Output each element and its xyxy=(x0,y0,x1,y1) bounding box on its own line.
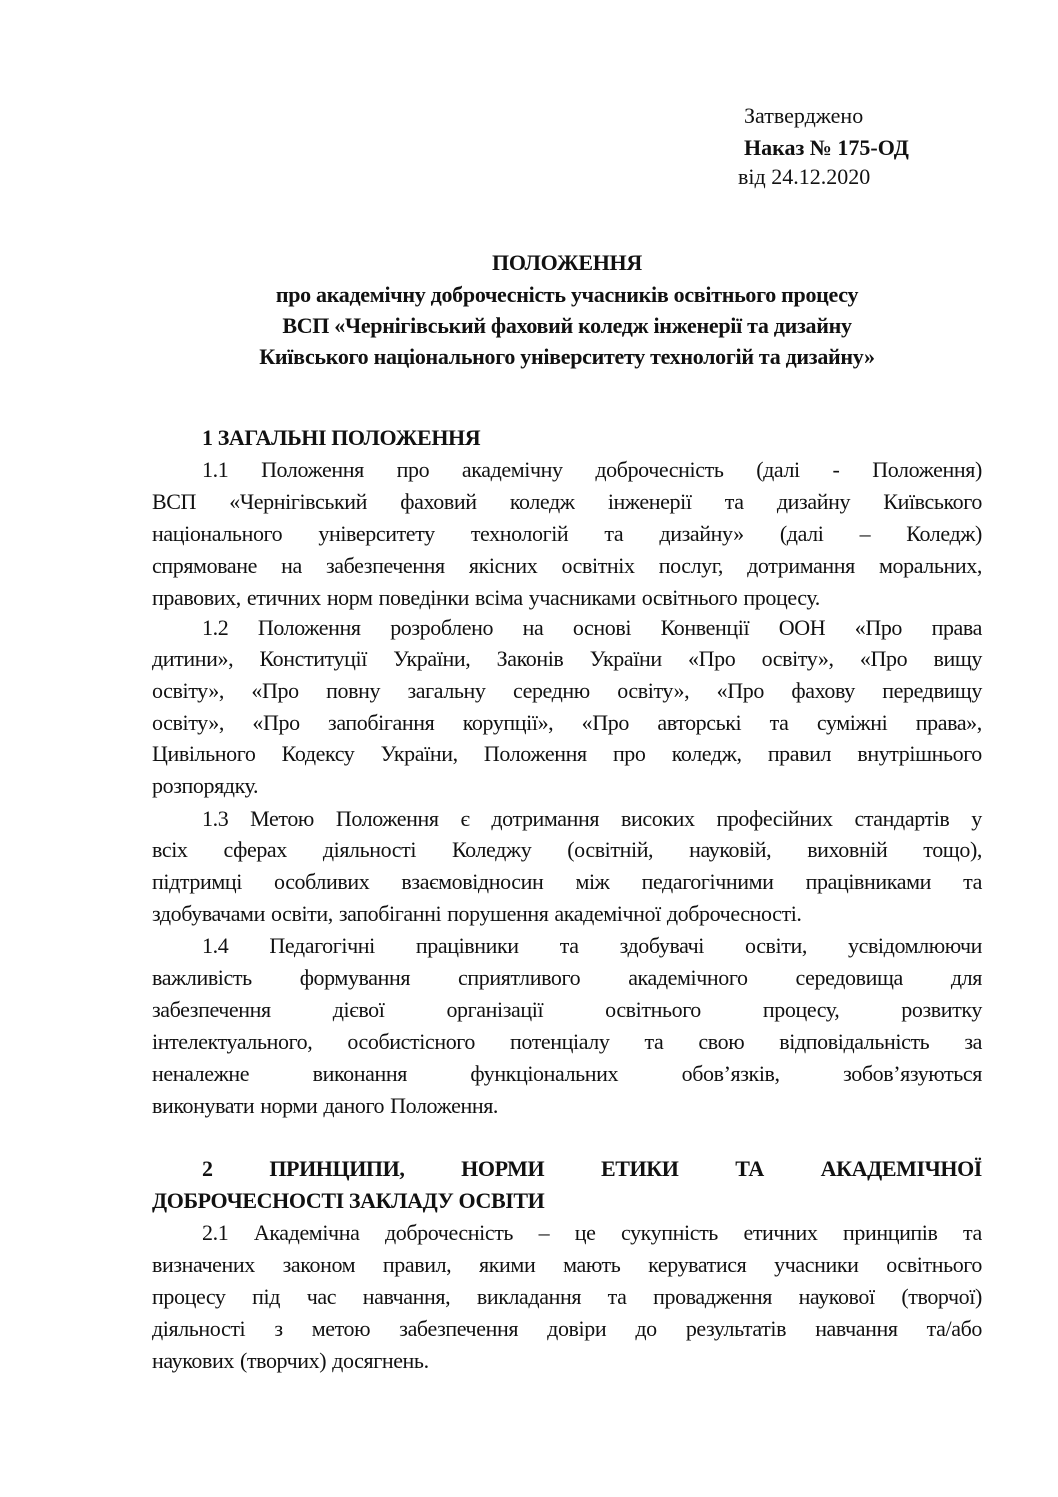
word: «Про xyxy=(252,710,300,735)
word: освітніх xyxy=(561,553,635,578)
word: розроблено xyxy=(390,615,494,640)
word: повну xyxy=(326,678,381,703)
word: запобіганні xyxy=(338,901,442,926)
word: та xyxy=(769,710,789,735)
word: освіту», xyxy=(152,710,224,735)
word: технологій xyxy=(470,521,569,546)
word: керуватися xyxy=(648,1252,747,1277)
word: запобігання xyxy=(328,710,435,735)
paragraph-1-2-line xyxy=(152,738,982,770)
paragraph-1-2-line xyxy=(152,675,982,707)
word: високих xyxy=(621,806,695,831)
word: є xyxy=(460,806,470,831)
word: (далі xyxy=(779,521,824,546)
word: та xyxy=(607,1284,627,1309)
word: (творчих) xyxy=(239,1348,327,1373)
word: працівники xyxy=(415,933,519,958)
word: викладання xyxy=(476,1284,582,1309)
word: Кодексу xyxy=(281,741,355,766)
word: моральних, xyxy=(879,553,982,578)
word: потенціалу xyxy=(510,1029,610,1054)
word: стандартів xyxy=(854,806,950,831)
word: передвищу xyxy=(882,678,982,703)
word: коледж xyxy=(509,489,575,514)
word: важливість xyxy=(152,965,252,990)
word: Конвенції xyxy=(660,615,750,640)
word: свою xyxy=(698,1029,745,1054)
word: та xyxy=(724,489,744,514)
word: авторські xyxy=(657,710,742,735)
word: «Про xyxy=(581,710,629,735)
word: науковій, xyxy=(689,837,772,862)
word: вищу xyxy=(933,646,982,671)
word: принципів xyxy=(842,1220,938,1245)
word: процесу xyxy=(152,1284,226,1309)
paragraph-1-3-line xyxy=(202,803,982,835)
word: 1.1 xyxy=(202,457,229,482)
word: виховній xyxy=(807,837,888,862)
word: (освітній, xyxy=(567,837,654,862)
paragraph-1-3-line xyxy=(152,866,982,898)
word: розпорядку. xyxy=(152,773,259,798)
paragraph-1-4-line xyxy=(152,994,982,1026)
word: правил xyxy=(767,741,832,766)
word: та xyxy=(963,869,982,894)
word: обов’язків, xyxy=(681,1061,780,1086)
paragraph-1-4-line xyxy=(202,930,982,962)
word: дотримання xyxy=(491,806,600,831)
paragraph-1-4-line xyxy=(152,1026,982,1058)
word: Конституції xyxy=(259,646,367,671)
word: розвитку xyxy=(901,997,982,1022)
word: «Про xyxy=(251,678,299,703)
paragraph-1-2-line xyxy=(152,770,982,802)
word: неналежне xyxy=(152,1061,250,1086)
word: за xyxy=(964,1029,982,1054)
word: час xyxy=(306,1284,337,1309)
word: освітнього xyxy=(641,585,738,610)
paragraph-1-3-line xyxy=(152,834,982,866)
word: правових, xyxy=(152,585,241,610)
paragraph-1-4-line xyxy=(152,1058,982,1090)
word: 1.2 xyxy=(202,615,229,640)
word: «Про xyxy=(688,646,736,671)
word: України, xyxy=(393,646,471,671)
word: та xyxy=(963,1220,982,1245)
word: Положення xyxy=(261,457,364,482)
paragraph-2-1-line xyxy=(152,1281,982,1313)
word: суміжні xyxy=(816,710,888,735)
word: процесу, xyxy=(762,997,840,1022)
paragraph-1-1-line xyxy=(152,486,982,518)
word: ВСП xyxy=(152,489,197,514)
word: України, xyxy=(380,741,458,766)
word: якими xyxy=(479,1252,536,1277)
word: – xyxy=(538,1220,550,1245)
word: - xyxy=(832,457,840,482)
word: ПРИНЦИПИ, xyxy=(269,1156,405,1181)
word: Цивільного xyxy=(152,741,256,766)
word: АКАДЕМІЧНОЇ xyxy=(820,1156,982,1181)
word: між xyxy=(575,869,610,894)
word: забезпечення xyxy=(152,997,271,1022)
word: учасники xyxy=(774,1252,859,1277)
word: професійних xyxy=(716,806,833,831)
word: всіх xyxy=(152,837,188,862)
word: порушення xyxy=(447,901,549,926)
paragraph-1-1-line xyxy=(152,550,982,582)
word: коледж, xyxy=(671,741,742,766)
paragraph-2-1-line xyxy=(152,1249,982,1281)
word: Положення xyxy=(335,806,439,831)
word: дизайну» xyxy=(659,521,744,546)
paragraph-1-3-line xyxy=(152,898,982,930)
word: 1.4 xyxy=(202,933,229,958)
word: середовища xyxy=(795,965,903,990)
word: про xyxy=(612,741,646,766)
word: та xyxy=(604,521,624,546)
section-2-heading-line-2: ДОБРОЧЕСНОСТІ ЗАКЛАДУ ОСВІТИ xyxy=(152,1188,545,1213)
word: для xyxy=(950,965,982,990)
word: сферах xyxy=(223,837,287,862)
word: «Про xyxy=(854,615,903,640)
word: виконання xyxy=(312,1061,407,1086)
word: освітнього xyxy=(605,997,701,1022)
word: 2 xyxy=(202,1156,213,1181)
document-title: ПОЛОЖЕННЯ xyxy=(492,250,642,275)
word: під xyxy=(252,1284,281,1309)
paragraph-1-4-line xyxy=(152,1090,982,1122)
word: доброчесності. xyxy=(666,901,802,926)
word: Педагогічні xyxy=(269,933,375,958)
word: ООН xyxy=(778,615,826,640)
word: діяльності xyxy=(152,1316,246,1341)
word: учасниками xyxy=(528,585,636,610)
document-subtitle-line-3: Київського національного університету технологій та дизайну» xyxy=(259,344,875,369)
word: Положення. xyxy=(390,1093,499,1118)
word: функціональних xyxy=(470,1061,619,1086)
word: освіти, xyxy=(745,933,807,958)
word: підтримці xyxy=(152,869,242,894)
word: особливих xyxy=(274,869,370,894)
word: академічну xyxy=(461,457,563,482)
word: здобувачі xyxy=(619,933,705,958)
word: доброчесність xyxy=(595,457,724,482)
word: сприятливого xyxy=(458,965,581,990)
word: поведінки xyxy=(378,585,470,610)
word: норми xyxy=(260,1093,318,1118)
word: наукової xyxy=(798,1284,875,1309)
word: «Про xyxy=(859,646,908,671)
word: Положення xyxy=(257,615,361,640)
word: наукових xyxy=(152,1348,234,1373)
word: це xyxy=(574,1220,596,1245)
word: процесу. xyxy=(743,585,820,610)
word: сукупність xyxy=(621,1220,718,1245)
word: діяльності xyxy=(322,837,417,862)
word: фахову xyxy=(791,678,855,703)
word: Законів xyxy=(496,646,564,671)
word: середню xyxy=(512,678,590,703)
word: загальну xyxy=(407,678,486,703)
word: про xyxy=(396,457,430,482)
word: корупції», xyxy=(462,710,554,735)
word: довіри xyxy=(547,1316,607,1341)
word: освіти, xyxy=(270,901,333,926)
word: норм xyxy=(326,585,373,610)
word: відповідальність xyxy=(779,1029,930,1054)
word: послуг, xyxy=(658,553,724,578)
word: навчання, xyxy=(362,1284,451,1309)
word: на xyxy=(522,615,544,640)
word: права xyxy=(931,615,982,640)
word: (далі xyxy=(756,457,800,482)
paragraph-1-1-line xyxy=(152,518,982,550)
word: на xyxy=(281,553,302,578)
word: України xyxy=(589,646,662,671)
word: етичних xyxy=(246,585,321,610)
order-number: Наказ № 175-ОД xyxy=(744,135,909,160)
word: зобов’язуються xyxy=(843,1061,982,1086)
word: здобувачами xyxy=(152,901,265,926)
word: мають xyxy=(563,1252,621,1277)
paragraph-2-1-line xyxy=(152,1345,982,1377)
paragraph-1-4-line xyxy=(152,962,982,994)
word: Положення xyxy=(483,741,587,766)
word: забезпечення xyxy=(399,1316,519,1341)
paragraph-1-2-line xyxy=(202,612,982,644)
word: Академічна xyxy=(253,1220,360,1245)
paragraph-1-1-line xyxy=(152,582,982,614)
paragraph-1-2-line xyxy=(152,643,982,675)
word: права», xyxy=(915,710,982,735)
word: основі xyxy=(572,615,632,640)
word: забезпечення xyxy=(325,553,445,578)
word: дитини», xyxy=(152,646,234,671)
word: з xyxy=(274,1316,283,1341)
word: дизайну xyxy=(776,489,851,514)
paragraph-1-2-line xyxy=(152,707,982,739)
word: та/або xyxy=(926,1316,982,1341)
document-subtitle-line-1: про академічну доброчесність учасників освітнього процесу xyxy=(275,282,859,307)
word: академічного xyxy=(628,965,748,990)
word: (творчої) xyxy=(901,1284,982,1309)
word: особистісного xyxy=(347,1029,475,1054)
word: інженерії xyxy=(607,489,692,514)
word: ЕТИКИ xyxy=(600,1156,679,1181)
word: університету xyxy=(318,521,435,546)
section-1-heading: 1 ЗАГАЛЬНІ ПОЛОЖЕННЯ xyxy=(202,425,481,450)
word: усвідомлюючи xyxy=(847,933,982,958)
word: результатів xyxy=(685,1316,787,1341)
word: Коледжу xyxy=(451,837,532,862)
word: правил, xyxy=(382,1252,452,1277)
word: формування xyxy=(299,965,411,990)
word: та xyxy=(559,933,579,958)
word: даного xyxy=(323,1093,385,1118)
word: академічної xyxy=(554,901,661,926)
word: тощо), xyxy=(923,837,982,862)
word: досягнень. xyxy=(332,1348,429,1373)
word: провадження xyxy=(653,1284,772,1309)
word: взаємовідносин xyxy=(401,869,544,894)
word: національного xyxy=(152,521,283,546)
word: визначених xyxy=(152,1252,255,1277)
word: «Чернігівський xyxy=(229,489,368,514)
word: освітнього xyxy=(886,1252,982,1277)
word: працівниками xyxy=(805,869,931,894)
paragraph-2-1-line xyxy=(152,1313,982,1345)
word: освіту», xyxy=(152,678,224,703)
word: НОРМИ xyxy=(461,1156,545,1181)
word: метою xyxy=(311,1316,371,1341)
word: спрямоване xyxy=(152,553,257,578)
approval-label: Затверджено xyxy=(744,103,864,128)
word: Київського xyxy=(883,489,982,514)
word: педагогічними xyxy=(641,869,774,894)
document-subtitle-line-2: ВСП «Чернігівський фаховий коледж інженерії та дизайну xyxy=(282,313,852,338)
word: – xyxy=(859,521,871,546)
word: у xyxy=(971,806,982,831)
word: якісних xyxy=(468,553,538,578)
word: Коледж) xyxy=(906,521,982,546)
word: дотримання xyxy=(747,553,855,578)
paragraph-2-1-line xyxy=(202,1217,982,1249)
word: освіту», xyxy=(617,678,690,703)
word: законом xyxy=(282,1252,356,1277)
order-date: від 24.12.2020 xyxy=(738,164,871,189)
word: виконувати xyxy=(152,1093,255,1118)
word: внутрішнього xyxy=(857,741,982,766)
word: дієвої xyxy=(332,997,385,1022)
word: всіма xyxy=(475,585,523,610)
word: інтелектуального, xyxy=(152,1029,313,1054)
word: Положення) xyxy=(872,457,982,482)
word: етичних xyxy=(743,1220,818,1245)
word: ТА xyxy=(735,1156,764,1181)
word: доброчесність xyxy=(384,1220,514,1245)
word: освіту», xyxy=(761,646,834,671)
word: до xyxy=(635,1316,657,1341)
section-2-heading-line-1 xyxy=(202,1153,982,1185)
word: Метою xyxy=(250,806,314,831)
paragraph-1-1-line xyxy=(202,454,982,486)
word: фаховий xyxy=(400,489,477,514)
word: 2.1 xyxy=(202,1220,229,1245)
word: організації xyxy=(446,997,544,1022)
word: «Про xyxy=(716,678,764,703)
word: та xyxy=(644,1029,664,1054)
word: 1.3 xyxy=(202,806,229,831)
word: навчання xyxy=(815,1316,898,1341)
